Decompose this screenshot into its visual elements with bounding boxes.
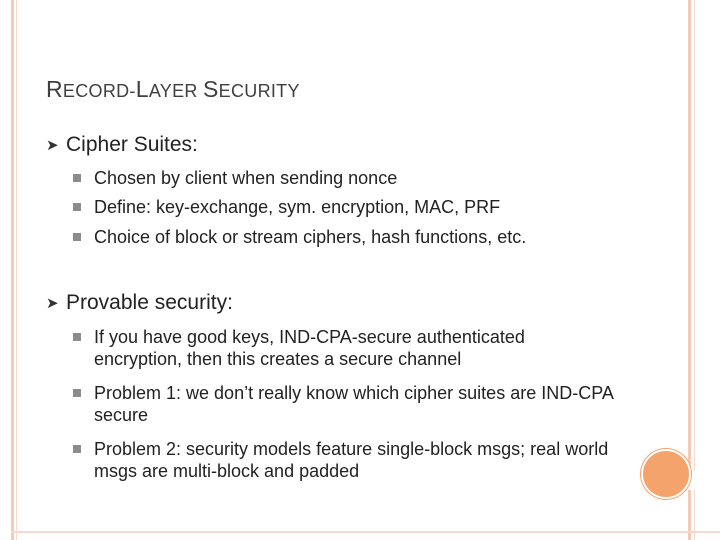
frame-rule-right bbox=[688, 0, 691, 470]
bullet-provable-security bbox=[46, 291, 233, 315]
sub-bullet bbox=[73, 438, 614, 482]
title-cap: R bbox=[46, 76, 63, 102]
bullet-heading: Cipher Suites: bbox=[66, 133, 198, 156]
sub-bullet bbox=[73, 226, 614, 248]
square-bullet-icon bbox=[73, 389, 81, 397]
square-bullet-icon bbox=[73, 333, 81, 341]
sub-bullet-text: Chosen by client when sending nonce bbox=[94, 168, 398, 188]
title-cap: S bbox=[203, 76, 219, 102]
sub-bullet bbox=[73, 167, 614, 189]
sub-bullet-text: Choice of block or stream ciphers, hash functions, etc. bbox=[94, 227, 527, 247]
sub-bullet-text: Problem 2: security models feature single-block msgs; real world msgs are multi-block and padded bbox=[94, 439, 609, 481]
sub-bullet bbox=[73, 326, 614, 370]
frame-rule-right-thin bbox=[694, 0, 695, 470]
sub-bullet bbox=[73, 196, 614, 218]
decorative-circle bbox=[641, 449, 691, 499]
slide-title bbox=[46, 76, 300, 103]
square-bullet-icon bbox=[73, 233, 81, 241]
sub-bullet bbox=[73, 382, 614, 426]
frame-rule-left bbox=[11, 0, 14, 540]
frame-rule-bottom bbox=[11, 531, 720, 533]
arrow-bullet-icon: ➤ bbox=[46, 137, 59, 154]
bullet-heading: Provable security: bbox=[66, 291, 233, 314]
title-rest: AYER bbox=[148, 81, 204, 101]
square-bullet-icon bbox=[73, 174, 81, 182]
sub-bullet-text: Problem 1: we don’t really know which cipher suites are IND-CPA secure bbox=[94, 383, 613, 425]
bullet-cipher-suites bbox=[46, 133, 198, 157]
frame-rule-left-thin bbox=[16, 0, 17, 540]
square-bullet-icon bbox=[73, 203, 81, 211]
arrow-bullet-icon: ➤ bbox=[46, 295, 59, 312]
sub-bullet-text: Define: key-exchange, sym. encryption, MAC, PRF bbox=[94, 197, 501, 217]
sub-bullet-text: If you have good keys, IND-CPA-secure authenticated encryption, then this creates a secure channel bbox=[94, 327, 525, 369]
title-rest: ECURITY bbox=[218, 81, 300, 101]
title-cap: L bbox=[135, 76, 149, 102]
title-rest: ECORD- bbox=[62, 81, 136, 101]
square-bullet-icon bbox=[73, 445, 81, 453]
